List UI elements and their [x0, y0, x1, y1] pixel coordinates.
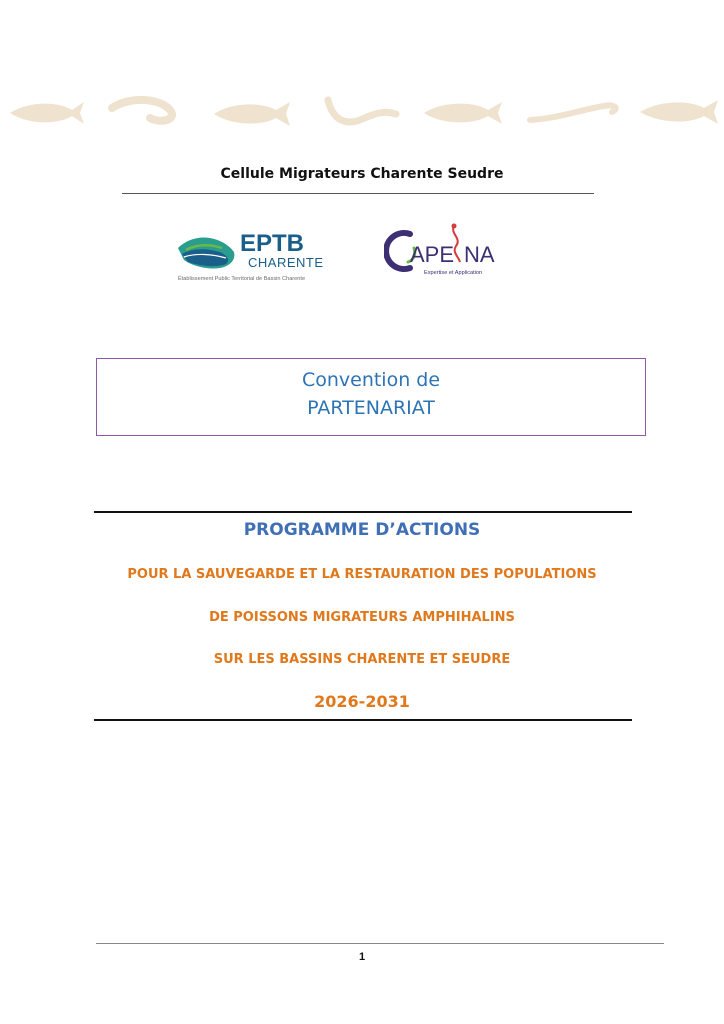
eptb-logo-name: EPTB — [240, 230, 305, 257]
header-title: Cellule Migrateurs Charente Seudre — [220, 166, 504, 182]
page-number: 1 — [358, 951, 366, 963]
capena-figure-icon — [453, 226, 460, 262]
eptb-logo-sub: CHARENTE — [248, 255, 324, 270]
fish-icon — [214, 102, 290, 126]
programme-top-rule — [94, 511, 632, 513]
programme-bottom-rule — [94, 719, 632, 721]
programme-line-1: POUR LA SAUVEGARDE ET LA RESTAURATION DES POPULATIONS — [127, 567, 597, 582]
eptb-logo-tagline: Établissement Public Territorial de Bassin Charente — [178, 276, 306, 282]
eptb-map-icon — [178, 237, 234, 268]
convention-line-2: PARTENARIAT — [307, 397, 435, 419]
eel-icon — [112, 100, 172, 121]
capena-logo-na: NA — [464, 242, 495, 267]
convention-box — [96, 358, 646, 436]
capena-logo — [384, 222, 524, 280]
fish-icon — [424, 102, 502, 124]
capena-logo-ape: APE — [410, 242, 455, 267]
eel-icon — [530, 105, 616, 120]
eel-icon — [328, 100, 396, 122]
convention-line-1: Convention de — [301, 369, 441, 391]
fish-silhouettes-banner — [0, 88, 724, 138]
programme-title: PROGRAMME D’ACTIONS — [243, 520, 481, 540]
capena-logo-tagline: Expertise et Application — [424, 270, 483, 276]
programme-line-2: DE POISSONS MIGRATEURS AMPHIHALINS — [209, 610, 515, 625]
header-divider — [122, 193, 594, 194]
capena-c-mark — [386, 233, 410, 269]
footer-divider — [96, 943, 664, 944]
eptb-charente-logo — [176, 226, 336, 284]
fish-icon — [640, 100, 718, 124]
fish-icon — [10, 102, 84, 124]
programme-years: 2026-2031 — [314, 692, 410, 711]
programme-line-3: SUR LES BASSINS CHARENTE ET SEUDRE — [213, 652, 511, 667]
